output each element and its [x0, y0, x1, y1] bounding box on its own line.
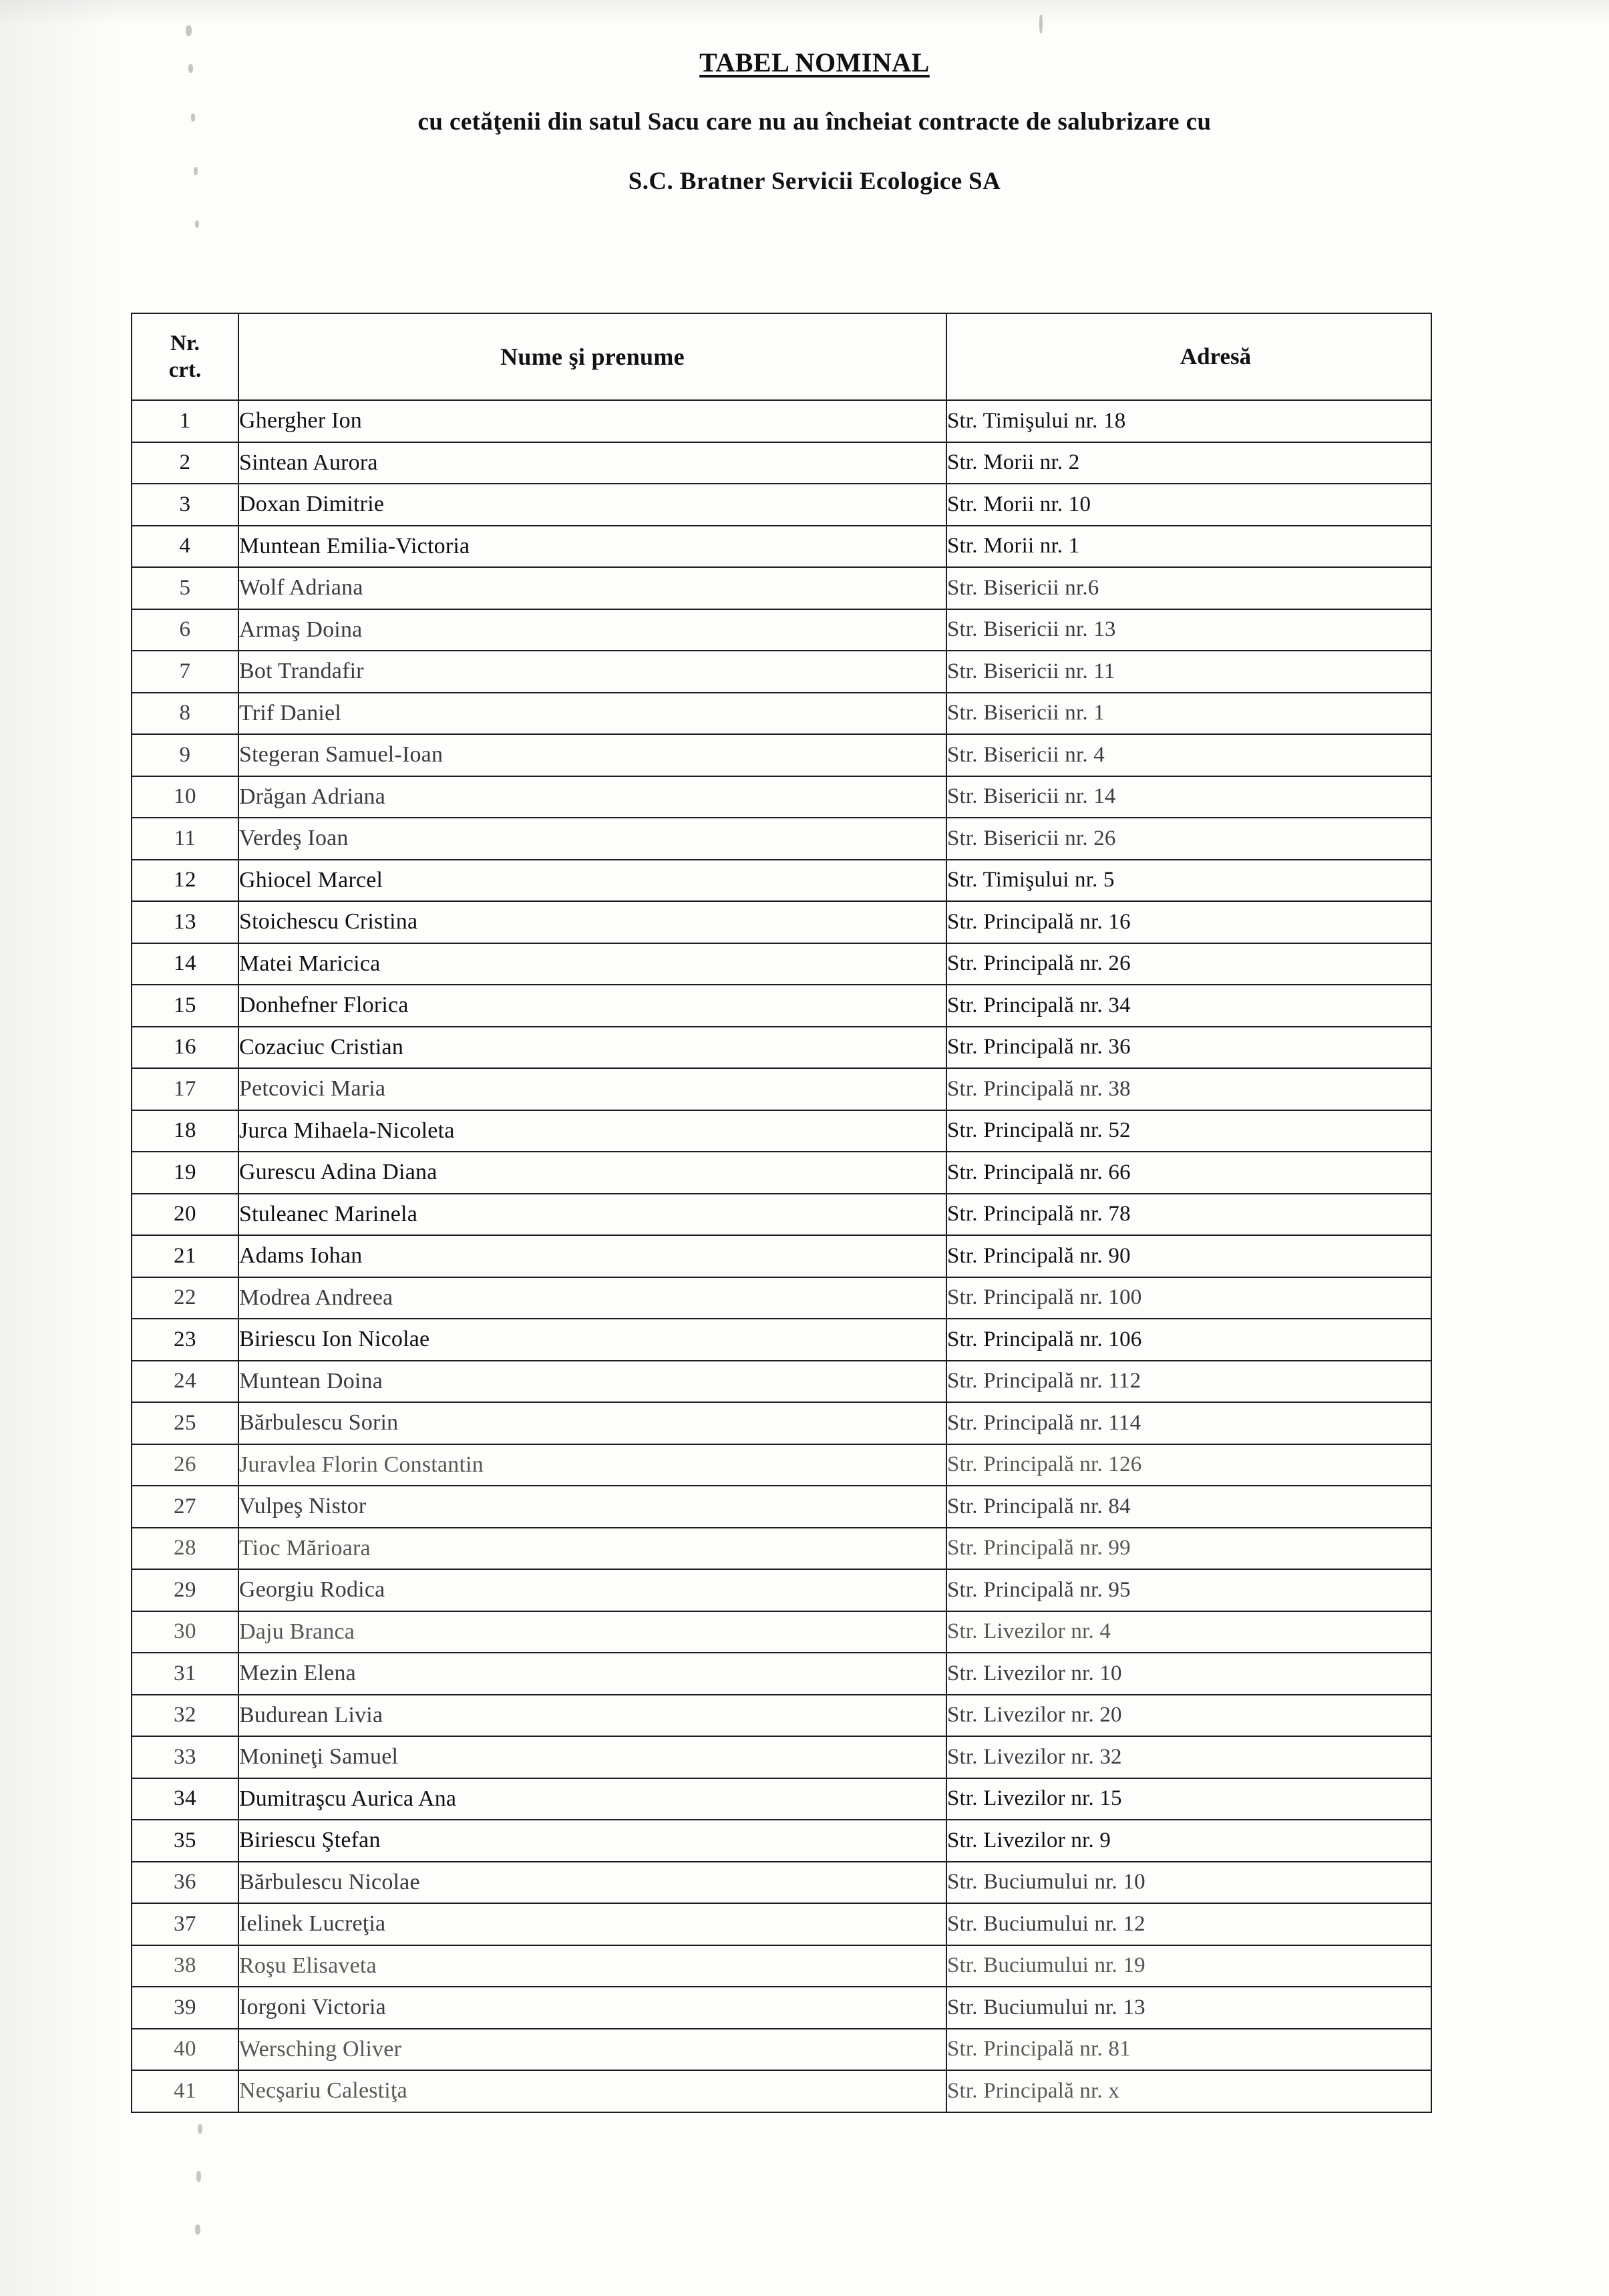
cell-nr: 1: [132, 400, 238, 442]
cell-name: Gurescu Adina Diana: [238, 1152, 946, 1194]
scan-speck: [186, 25, 192, 36]
cell-address: Str. Principală nr. 90: [946, 1235, 1431, 1277]
cell-nr: 40: [132, 2029, 238, 2071]
cell-name: Modrea Andreea: [238, 1277, 946, 1319]
cell-address: Str. Principală nr. 112: [946, 1361, 1431, 1403]
cell-address: Str. Principală nr. 99: [946, 1528, 1431, 1570]
table-row: [132, 1319, 1431, 1361]
table-row: [132, 1611, 1431, 1653]
cell-name: Ielinek Lucreţia: [238, 1903, 946, 1945]
cell-nr: 24: [132, 1361, 238, 1403]
cell-name: Jurca Mihaela-Nicoleta: [238, 1110, 946, 1152]
cell-address: Str. Bisericii nr. 13: [946, 609, 1431, 651]
cell-name: Daju Branca: [238, 1611, 946, 1653]
cell-address: Str. Livezilor nr. 20: [946, 1695, 1431, 1737]
column-header-name: [238, 313, 946, 400]
nominal-table-container: [131, 313, 1431, 2113]
cell-name: Ghergher Ion: [238, 400, 946, 442]
table-row: [132, 693, 1431, 735]
cell-name: Juravlea Florin Constantin: [238, 1444, 946, 1486]
cell-name: Verdeş Ioan: [238, 818, 946, 860]
cell-name: Biriescu Ştefan: [238, 1820, 946, 1862]
cell-name: Wolf Adriana: [238, 567, 946, 609]
cell-nr: 25: [132, 1402, 238, 1444]
cell-nr: 23: [132, 1319, 238, 1361]
cell-nr: 33: [132, 1736, 238, 1778]
table-row: [132, 1361, 1431, 1403]
cell-address: Str. Principală nr. x: [946, 2070, 1431, 2112]
cell-name: Necşariu Calestiţa: [238, 2070, 946, 2112]
cell-name: Trif Daniel: [238, 693, 946, 735]
table-row: [132, 1945, 1431, 1987]
column-header-nr-line2: crt.: [168, 358, 202, 382]
table-row: [132, 1987, 1431, 2029]
table-row: [132, 651, 1431, 693]
cell-address: Str. Principală nr. 16: [946, 901, 1431, 943]
scan-speck: [196, 2171, 201, 2182]
table-row: [132, 776, 1431, 818]
scan-shadow-top: [0, 0, 1609, 27]
scan-speck: [1039, 15, 1043, 33]
cell-nr: 37: [132, 1903, 238, 1945]
cell-name: Mezin Elena: [238, 1653, 946, 1695]
cell-nr: 16: [132, 1027, 238, 1069]
cell-nr: 20: [132, 1194, 238, 1236]
cell-name: Sintean Aurora: [238, 442, 946, 484]
cell-address: Str. Buciumului nr. 19: [946, 1945, 1431, 1987]
document-subtitle-line-2: S.C. Bratner Servicii Ecologice SA: [628, 168, 1001, 195]
page-title: TABEL NOMINAL: [699, 47, 930, 77]
table-row: [132, 484, 1431, 526]
cell-name: Stuleanec Marinela: [238, 1194, 946, 1236]
cell-name: Muntean Doina: [238, 1361, 946, 1403]
cell-nr: 2: [132, 442, 238, 484]
cell-name: Ghiocel Marcel: [238, 860, 946, 902]
table-row: [132, 526, 1431, 568]
cell-nr: 9: [132, 734, 238, 776]
cell-address: Str. Morii nr. 1: [946, 526, 1431, 568]
cell-name: Stegeran Samuel-Ioan: [238, 734, 946, 776]
cell-name: Armaş Doina: [238, 609, 946, 651]
cell-address: Str. Timişului nr. 5: [946, 860, 1431, 902]
cell-nr: 7: [132, 651, 238, 693]
cell-nr: 3: [132, 484, 238, 526]
cell-nr: 41: [132, 2070, 238, 2112]
cell-name: Adams Iohan: [238, 1235, 946, 1277]
cell-address: Str. Principală nr. 81: [946, 2029, 1431, 2071]
cell-address: Str. Morii nr. 2: [946, 442, 1431, 484]
cell-address: Str. Bisericii nr. 14: [946, 776, 1431, 818]
cell-nr: 34: [132, 1778, 238, 1820]
cell-name: Iorgoni Victoria: [238, 1987, 946, 2029]
table-row: [132, 567, 1431, 609]
table-row: [132, 2070, 1431, 2112]
table-row: [132, 943, 1431, 985]
cell-address: Str. Principală nr. 52: [946, 1110, 1431, 1152]
table-body: [132, 400, 1431, 2112]
table-row: [132, 609, 1431, 651]
cell-address: Str. Principală nr. 100: [946, 1277, 1431, 1319]
cell-address: Str. Principală nr. 106: [946, 1319, 1431, 1361]
cell-nr: 15: [132, 985, 238, 1027]
column-header-address-label: Adresă: [1180, 343, 1252, 369]
cell-nr: 19: [132, 1152, 238, 1194]
cell-name: Doxan Dimitrie: [238, 484, 946, 526]
table-row: [132, 985, 1431, 1027]
table-row: [132, 1569, 1431, 1611]
cell-address: Str. Livezilor nr. 32: [946, 1736, 1431, 1778]
column-header-nr: [132, 313, 238, 400]
table-row: [132, 1110, 1431, 1152]
table-row: [132, 1653, 1431, 1695]
cell-address: Str. Livezilor nr. 15: [946, 1778, 1431, 1820]
table-header-row: [132, 313, 1431, 400]
cell-name: Muntean Emilia-Victoria: [238, 526, 946, 568]
scan-speck: [195, 220, 199, 228]
cell-address: Str. Timişului nr. 18: [946, 400, 1431, 442]
cell-name: Monineţi Samuel: [238, 1736, 946, 1778]
cell-address: Str. Principală nr. 34: [946, 985, 1431, 1027]
cell-address: Str. Principală nr. 38: [946, 1068, 1431, 1110]
cell-name: Dumitraşcu Aurica Ana: [238, 1778, 946, 1820]
table-row: [132, 1695, 1431, 1737]
cell-nr: 39: [132, 1987, 238, 2029]
cell-nr: 32: [132, 1695, 238, 1737]
column-header-address: [946, 313, 1431, 400]
cell-address: Str. Principală nr. 84: [946, 1486, 1431, 1528]
scan-shadow-left: [0, 0, 120, 2296]
cell-address: Str. Principală nr. 126: [946, 1444, 1431, 1486]
cell-name: Tioc Mărioara: [238, 1528, 946, 1570]
cell-name: Matei Maricica: [238, 943, 946, 985]
table-row: [132, 1402, 1431, 1444]
cell-nr: 31: [132, 1653, 238, 1695]
table-row: [132, 1486, 1431, 1528]
cell-address: Str. Buciumului nr. 13: [946, 1987, 1431, 2029]
cell-address: Str. Bisericii nr. 4: [946, 734, 1431, 776]
table-row: [132, 1903, 1431, 1945]
table-row: [132, 400, 1431, 442]
cell-nr: 17: [132, 1068, 238, 1110]
cell-name: Donhefner Florica: [238, 985, 946, 1027]
table-row: [132, 1736, 1431, 1778]
table-row: [132, 901, 1431, 943]
cell-nr: 13: [132, 901, 238, 943]
table-row: [132, 1068, 1431, 1110]
cell-name: Bărbulescu Sorin: [238, 1402, 946, 1444]
table-row: [132, 860, 1431, 902]
cell-name: Biriescu Ion Nicolae: [238, 1319, 946, 1361]
cell-address: Str. Livezilor nr. 4: [946, 1611, 1431, 1653]
scan-speck: [195, 2225, 200, 2235]
table-row: [132, 734, 1431, 776]
table-row: [132, 1277, 1431, 1319]
cell-address: Str. Morii nr. 10: [946, 484, 1431, 526]
cell-nr: 26: [132, 1444, 238, 1486]
cell-address: Str. Livezilor nr. 10: [946, 1653, 1431, 1695]
cell-nr: 22: [132, 1277, 238, 1319]
cell-nr: 30: [132, 1611, 238, 1653]
cell-name: Bărbulescu Nicolae: [238, 1862, 946, 1904]
cell-name: Budurean Livia: [238, 1695, 946, 1737]
cell-name: Petcovici Maria: [238, 1068, 946, 1110]
column-header-nr-line1: Nr.: [170, 331, 200, 355]
cell-nr: 14: [132, 943, 238, 985]
cell-name: Cozaciuc Cristian: [238, 1027, 946, 1069]
cell-address: Str. Buciumului nr. 10: [946, 1862, 1431, 1904]
cell-name: Wersching Oliver: [238, 2029, 946, 2071]
scan-speck: [198, 2124, 202, 2134]
column-header-name-label: Nume şi prenume: [500, 343, 685, 370]
cell-nr: 28: [132, 1528, 238, 1570]
cell-name: Roşu Elisaveta: [238, 1945, 946, 1987]
cell-nr: 38: [132, 1945, 238, 1987]
table-row: [132, 1027, 1431, 1069]
cell-name: Drăgan Adriana: [238, 776, 946, 818]
nominal-table: [131, 313, 1432, 2113]
table-row: [132, 818, 1431, 860]
cell-address: Str. Principală nr. 95: [946, 1569, 1431, 1611]
cell-nr: 35: [132, 1820, 238, 1862]
table-row: [132, 1820, 1431, 1862]
cell-address: Str. Bisericii nr. 1: [946, 693, 1431, 735]
cell-name: Bot Trandafir: [238, 651, 946, 693]
cell-nr: 6: [132, 609, 238, 651]
cell-nr: 11: [132, 818, 238, 860]
table-row: [132, 1235, 1431, 1277]
table-row: [132, 1778, 1431, 1820]
cell-address: Str. Principală nr. 26: [946, 943, 1431, 985]
cell-address: Str. Principală nr. 66: [946, 1152, 1431, 1194]
cell-nr: 18: [132, 1110, 238, 1152]
cell-nr: 4: [132, 526, 238, 568]
cell-nr: 12: [132, 860, 238, 902]
cell-address: Str. Principală nr. 114: [946, 1402, 1431, 1444]
document-subtitle-line-1: cu cetăţenii din satul Sacu care nu au încheiat contracte de salubrizare cu: [417, 108, 1212, 136]
table-row: [132, 2029, 1431, 2071]
cell-name: Georgiu Rodica: [238, 1569, 946, 1611]
table-row: [132, 1862, 1431, 1904]
cell-address: Str. Principală nr. 78: [946, 1194, 1431, 1236]
cell-name: Stoichescu Cristina: [238, 901, 946, 943]
cell-address: Str. Bisericii nr.6: [946, 567, 1431, 609]
table-row: [132, 1528, 1431, 1570]
table-row: [132, 1444, 1431, 1486]
cell-address: Str. Bisericii nr. 11: [946, 651, 1431, 693]
cell-nr: 27: [132, 1486, 238, 1528]
cell-nr: 10: [132, 776, 238, 818]
cell-address: Str. Bisericii nr. 26: [946, 818, 1431, 860]
cell-address: Str. Livezilor nr. 9: [946, 1820, 1431, 1862]
table-row: [132, 442, 1431, 484]
cell-nr: 5: [132, 567, 238, 609]
document-header: [134, 47, 1495, 196]
cell-address: Str. Principală nr. 36: [946, 1027, 1431, 1069]
cell-nr: 21: [132, 1235, 238, 1277]
cell-address: Str. Buciumului nr. 12: [946, 1903, 1431, 1945]
table-row: [132, 1194, 1431, 1236]
cell-nr: 29: [132, 1569, 238, 1611]
cell-nr: 8: [132, 693, 238, 735]
cell-nr: 36: [132, 1862, 238, 1904]
cell-name: Vulpeş Nistor: [238, 1486, 946, 1528]
table-row: [132, 1152, 1431, 1194]
